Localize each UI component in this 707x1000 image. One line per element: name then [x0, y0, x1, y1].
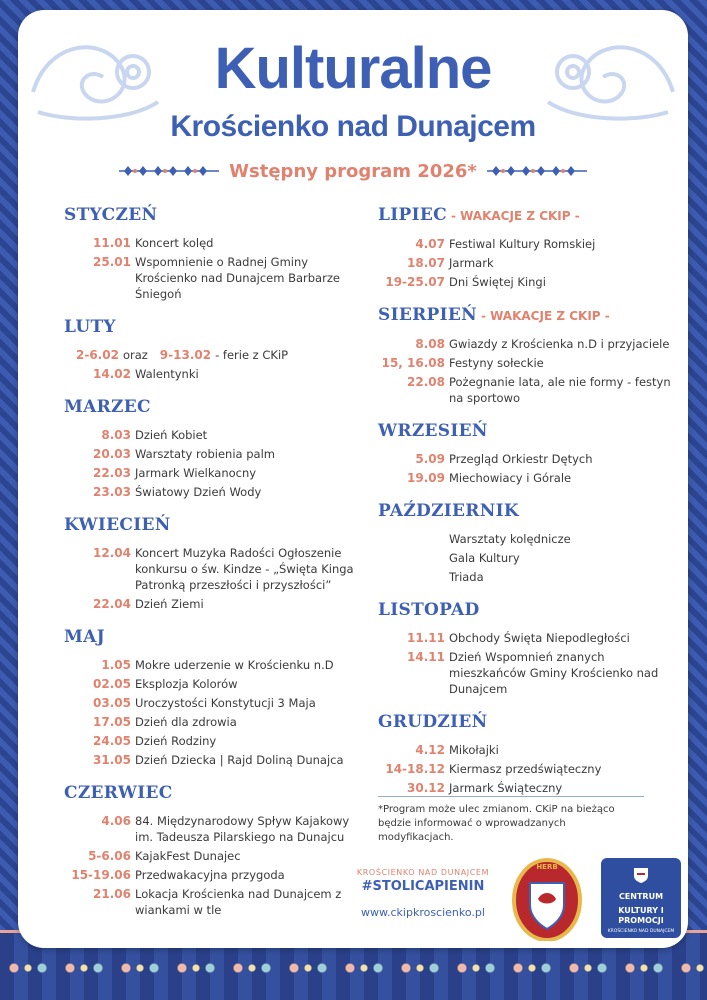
event-text: Kiermasz przedświąteczny: [449, 762, 602, 776]
month-heading: KWIECIEŃ: [64, 515, 171, 535]
event-date: 11.01: [93, 236, 131, 250]
event-item: [378, 374, 678, 406]
crest-label: HERB: [536, 863, 558, 871]
event-item: [378, 470, 678, 486]
event-date: 03.05: [93, 696, 131, 710]
event-date: 19.09: [407, 471, 445, 485]
event-text: Lokacja Krościenka nad Dunajcem z wiankami w tle: [135, 887, 342, 917]
event-text: Triada: [449, 570, 484, 584]
event-text: Koncert Muzyka Radości Ogłoszenie konkursu o św. Kindze - „Święta Kinga Patronką przeszłości i przyszłości”: [135, 546, 354, 592]
event-item: [378, 630, 678, 646]
event-item: [64, 446, 364, 462]
event-date: 19-25.07: [385, 275, 445, 289]
event-date: [378, 569, 449, 585]
month-name: LIPIEC: [378, 205, 447, 225]
right-column: [378, 200, 678, 799]
event-text: Dzień dla zdrowia: [135, 715, 237, 729]
event-item: [64, 848, 364, 864]
event-text: Dzień Wspomnień znanych mieszkańców Gminy Krościenko nad Dunajcem: [449, 650, 659, 696]
event-text: - ferie z CKiP: [215, 348, 289, 362]
event-text: Warsztaty kolędnicze: [449, 532, 571, 546]
poster-paper: [18, 10, 688, 948]
program-row: [18, 160, 688, 182]
event-date: 12.04: [93, 546, 131, 560]
town-crest-icon: [512, 855, 582, 941]
event-text: Warsztaty robienia palm: [135, 447, 275, 461]
month-heading: PAŹDZIERNIK: [378, 501, 519, 521]
event-date: 22.04: [93, 597, 131, 611]
event-date: 23.03: [93, 485, 131, 499]
event-date: 22.08: [407, 375, 445, 389]
event-date: 14-18.12: [385, 762, 445, 776]
event-date: 4.07: [415, 237, 445, 251]
poster-subtitle: Krościenko nad Dunajcem: [170, 110, 536, 143]
event-date: 8.08: [415, 337, 445, 351]
month-heading: WRZESIEŃ: [378, 421, 488, 441]
event-item: [378, 355, 678, 371]
ckip-crest-icon: [632, 866, 650, 884]
event-date: 14.11: [407, 650, 445, 664]
event-date: 21.06: [93, 887, 131, 901]
month-heading: LISTOPAD: [378, 600, 480, 620]
event-text: Jarmark Świąteczny: [449, 781, 563, 795]
ckip-line1: CENTRUM: [618, 892, 664, 901]
event-item: [378, 236, 678, 252]
folk-dots-pattern: [0, 955, 707, 981]
event-item: [64, 235, 364, 251]
event-item: [378, 742, 678, 758]
event-connector: oraz: [122, 348, 148, 362]
event-text: Dzień Rodziny: [135, 734, 217, 748]
event-date: 15, 16.08: [381, 356, 445, 370]
event-item: [378, 274, 678, 290]
month-tag: - WAKACJE Z CKIP -: [450, 209, 580, 223]
event-text: Mokre uderzenie w Krościenku n.D: [135, 658, 334, 672]
event-text: Festiwal Kultury Romskiej: [449, 237, 596, 251]
event-date: 4.06: [101, 814, 131, 828]
event-date: 5-6.06: [88, 849, 131, 863]
footer-town: KROŚCIENKO NAD DUNAJCEM: [356, 868, 490, 877]
event-text: Gala Kultury: [449, 551, 520, 565]
event-text: Koncert kolęd: [135, 236, 214, 250]
event-text: Eksplozja Kolorów: [135, 677, 238, 691]
event-item: [64, 545, 364, 593]
poster-title: Kulturalne: [214, 36, 492, 101]
event-item: [64, 733, 364, 749]
event-item: [64, 254, 364, 302]
event-item: [64, 465, 364, 481]
event-date: 8.03: [101, 428, 131, 442]
event-text: Uroczystości Konstytucji 3 Maja: [135, 696, 316, 710]
event-date: 15-19.06: [71, 868, 131, 882]
footer-hashtag: #STOLICAPIENIN: [361, 879, 485, 894]
event-text: Dzień Dziecka | Rajd Doliną Dunajca: [135, 753, 344, 767]
month-heading: CZERWIEC: [64, 783, 173, 803]
event-date: 31.05: [93, 753, 131, 767]
ckip-line2: KULTURY I PROMOCJI: [618, 906, 664, 925]
event-date: 1.05: [101, 658, 131, 672]
event-date: 24.05: [93, 734, 131, 748]
event-item: [64, 867, 364, 883]
event-item: [64, 676, 364, 692]
event-text: Dzień Ziemi: [135, 597, 204, 611]
event-item: [378, 569, 678, 585]
event-date: 18.07: [407, 256, 445, 270]
month-heading: MARZEC: [64, 397, 151, 417]
event-item: [378, 255, 678, 271]
month-name: SIERPIEŃ: [378, 305, 477, 325]
event-date: 20.03: [93, 447, 131, 461]
event-date: [378, 550, 449, 566]
event-text: Pożegnanie lata, ale nie formy - festyn na sportowo: [449, 375, 671, 405]
month-heading: LUTY: [64, 317, 116, 337]
event-date: 5.09: [415, 452, 445, 466]
month-heading: [378, 204, 678, 227]
event-item: [64, 752, 364, 768]
event-item: [64, 596, 364, 612]
event-date: 11.11: [407, 631, 445, 645]
event-text: Festyny sołeckie: [449, 356, 544, 370]
event-item: [64, 886, 364, 918]
footer-site-block: [348, 868, 498, 919]
event-item: [378, 780, 678, 796]
event-item: [378, 531, 678, 547]
event-item: [64, 657, 364, 673]
event-item: [64, 347, 364, 363]
event-text: Walentynki: [135, 367, 199, 381]
event-text: Jarmark Wielkanocny: [135, 466, 257, 480]
event-item: [64, 695, 364, 711]
event-date: 17.05: [93, 715, 131, 729]
event-text: Obchody Święta Niepodległości: [449, 631, 630, 645]
event-item: [64, 813, 364, 845]
event-item: [64, 714, 364, 730]
event-item: [64, 484, 364, 500]
left-column: [64, 200, 364, 921]
deco-strip-left-icon: [119, 164, 219, 178]
event-date: 25.01: [93, 255, 131, 269]
program-note: *Program może ulec zmianom. CKiP na bieżąco będzie informować o wprowadzanych modyfikacjach.: [378, 796, 644, 845]
event-text: Dzień Kobiet: [135, 428, 208, 442]
event-text: Wspomnienie o Radnej Gminy Krościenko nad Dunajcem Barbarze Śniegoń: [135, 255, 340, 301]
event-date: [378, 531, 449, 547]
event-text: Miechowiacy i Górale: [449, 471, 572, 485]
event-text: Światowy Dzień Wody: [135, 485, 262, 499]
event-item: [378, 336, 678, 352]
event-date: 02.05: [93, 677, 131, 691]
event-item: [64, 366, 364, 382]
month-heading: MAJ: [64, 627, 105, 647]
ckip-line3: KROŚCIENKO NAD DUNAJCEM: [607, 929, 675, 934]
event-date: 14.02: [93, 367, 131, 381]
event-date: 4.12: [415, 743, 445, 757]
event-date-second: 9-13.02: [159, 348, 212, 362]
program-label: Wstępny program 2026*: [229, 160, 477, 182]
event-item: [64, 427, 364, 443]
footer-url-link[interactable]: www.ckipkroscienko.pl: [361, 906, 485, 919]
ckip-logo: [601, 858, 681, 938]
month-heading: [378, 304, 678, 327]
month-heading: GRUDZIEŃ: [378, 712, 488, 732]
event-item: [378, 761, 678, 777]
event-text: KajakFest Dunajec: [135, 849, 241, 863]
event-date: 22.03: [93, 466, 131, 480]
event-text: Jarmark: [449, 256, 494, 270]
event-text: Przedwakacyjna przygoda: [135, 868, 285, 882]
event-date: 2-6.02: [76, 348, 119, 362]
event-text: Przegląd Orkiestr Dętych: [449, 452, 593, 466]
event-date: 30.12: [407, 781, 445, 795]
deco-strip-right-icon: [487, 164, 587, 178]
month-tag: - WAKACJE Z CKIP -: [480, 309, 610, 323]
event-text: Gwiazdy z Krościenka n.D i przyjaciele: [449, 337, 670, 351]
event-item: [378, 451, 678, 467]
event-text: Mikołajki: [449, 743, 499, 757]
month-heading: STYCZEŃ: [64, 205, 158, 225]
event-item: [378, 550, 678, 566]
event-item: [378, 649, 678, 697]
event-text: Dni Świętej Kingi: [449, 275, 546, 289]
event-text: 84. Międzynarodowy Spływ Kajakowy im. Tadeusza Pilarskiego na Dunajcu: [135, 814, 350, 844]
